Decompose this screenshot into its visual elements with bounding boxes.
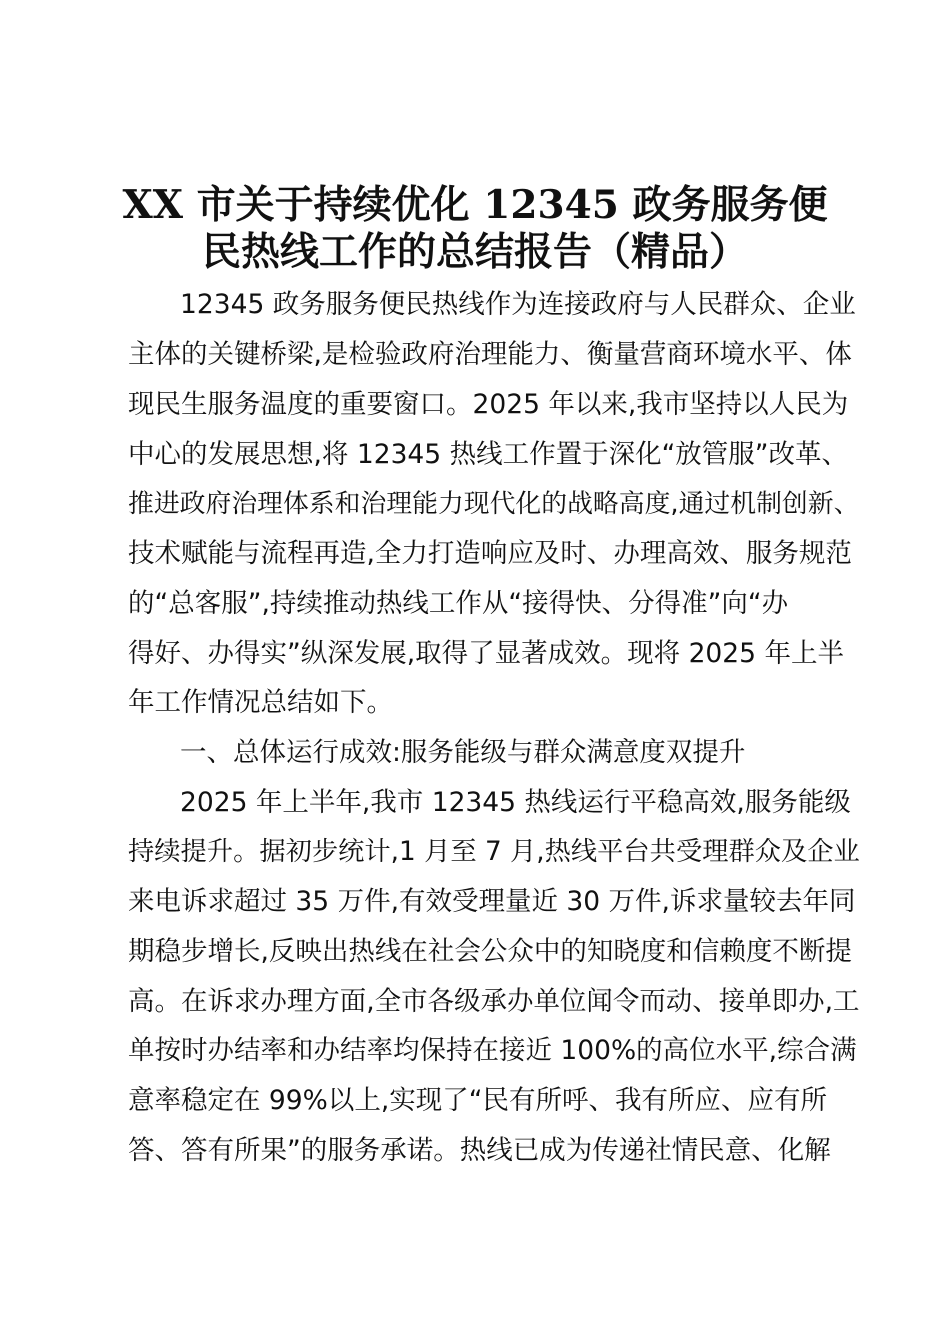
paragraph-line: 高。在诉求办理方面,全市各级承办单位闻令而动、接单即办,工: [128, 986, 860, 1017]
paragraph-line: 年工作情况总结如下。: [128, 687, 393, 718]
paragraph-line: 推进政府治理体系和治理能力现代化的战略高度,通过机制创新、: [128, 489, 860, 519]
paragraph-line: 技术赋能与流程再造,全力打造响应及时、办理高效、服务规范: [128, 538, 852, 569]
paragraph-line: 12345 政务服务便民热线作为连接政府与人民群众、企业: [180, 289, 856, 320]
section-heading: 一、总体运行成效:服务能级与群众满意度双提升: [180, 737, 746, 768]
paragraph-line: 意率稳定在 99%以上,实现了“民有所呼、我有所应、应有所: [128, 1085, 827, 1116]
paragraph-line: 持续提升。据初步统计,1 月至 7 月,热线平台共受理群众及企业: [128, 837, 860, 867]
paragraph-line: 主体的关键桥梁,是检验政府治理能力、衡量营商环境水平、体: [128, 339, 852, 370]
paragraph-line: 中心的发展思想,将 12345 热线工作置于深化“放管服”改革、: [128, 439, 849, 470]
paragraph-line: 的“总客服”,持续推动热线工作从“接得快、分得准”向“办: [128, 588, 789, 619]
paragraph-line: 单按时办结率和办结率均保持在接近 100%的高位水平,综合满: [128, 1035, 857, 1066]
document-title-line-1: XX 市关于持续优化 12345 政务服务便: [122, 182, 828, 228]
paragraph-line: 现民生服务温度的重要窗口。2025 年以来,我市坚持以人民为: [128, 389, 849, 420]
paragraph-line: 2025 年上半年,我市 12345 热线运行平稳高效,服务能级: [180, 787, 851, 818]
paragraph-line: 期稳步增长,反映出热线在社会公众中的知晓度和信赖度不断提: [128, 936, 852, 967]
paragraph-line: 来电诉求超过 35 万件,有效受理量近 30 万件,诉求量较去年同: [128, 886, 856, 917]
paragraph-line: 得好、办得实”纵深发展,取得了显著成效。现将 2025 年上半: [128, 638, 844, 669]
paragraph-line: 答、答有所果”的服务承诺。热线已成为传递社情民意、化解: [128, 1135, 831, 1166]
document-title-line-2: 民热线工作的总结报告（精品）: [201, 229, 748, 275]
